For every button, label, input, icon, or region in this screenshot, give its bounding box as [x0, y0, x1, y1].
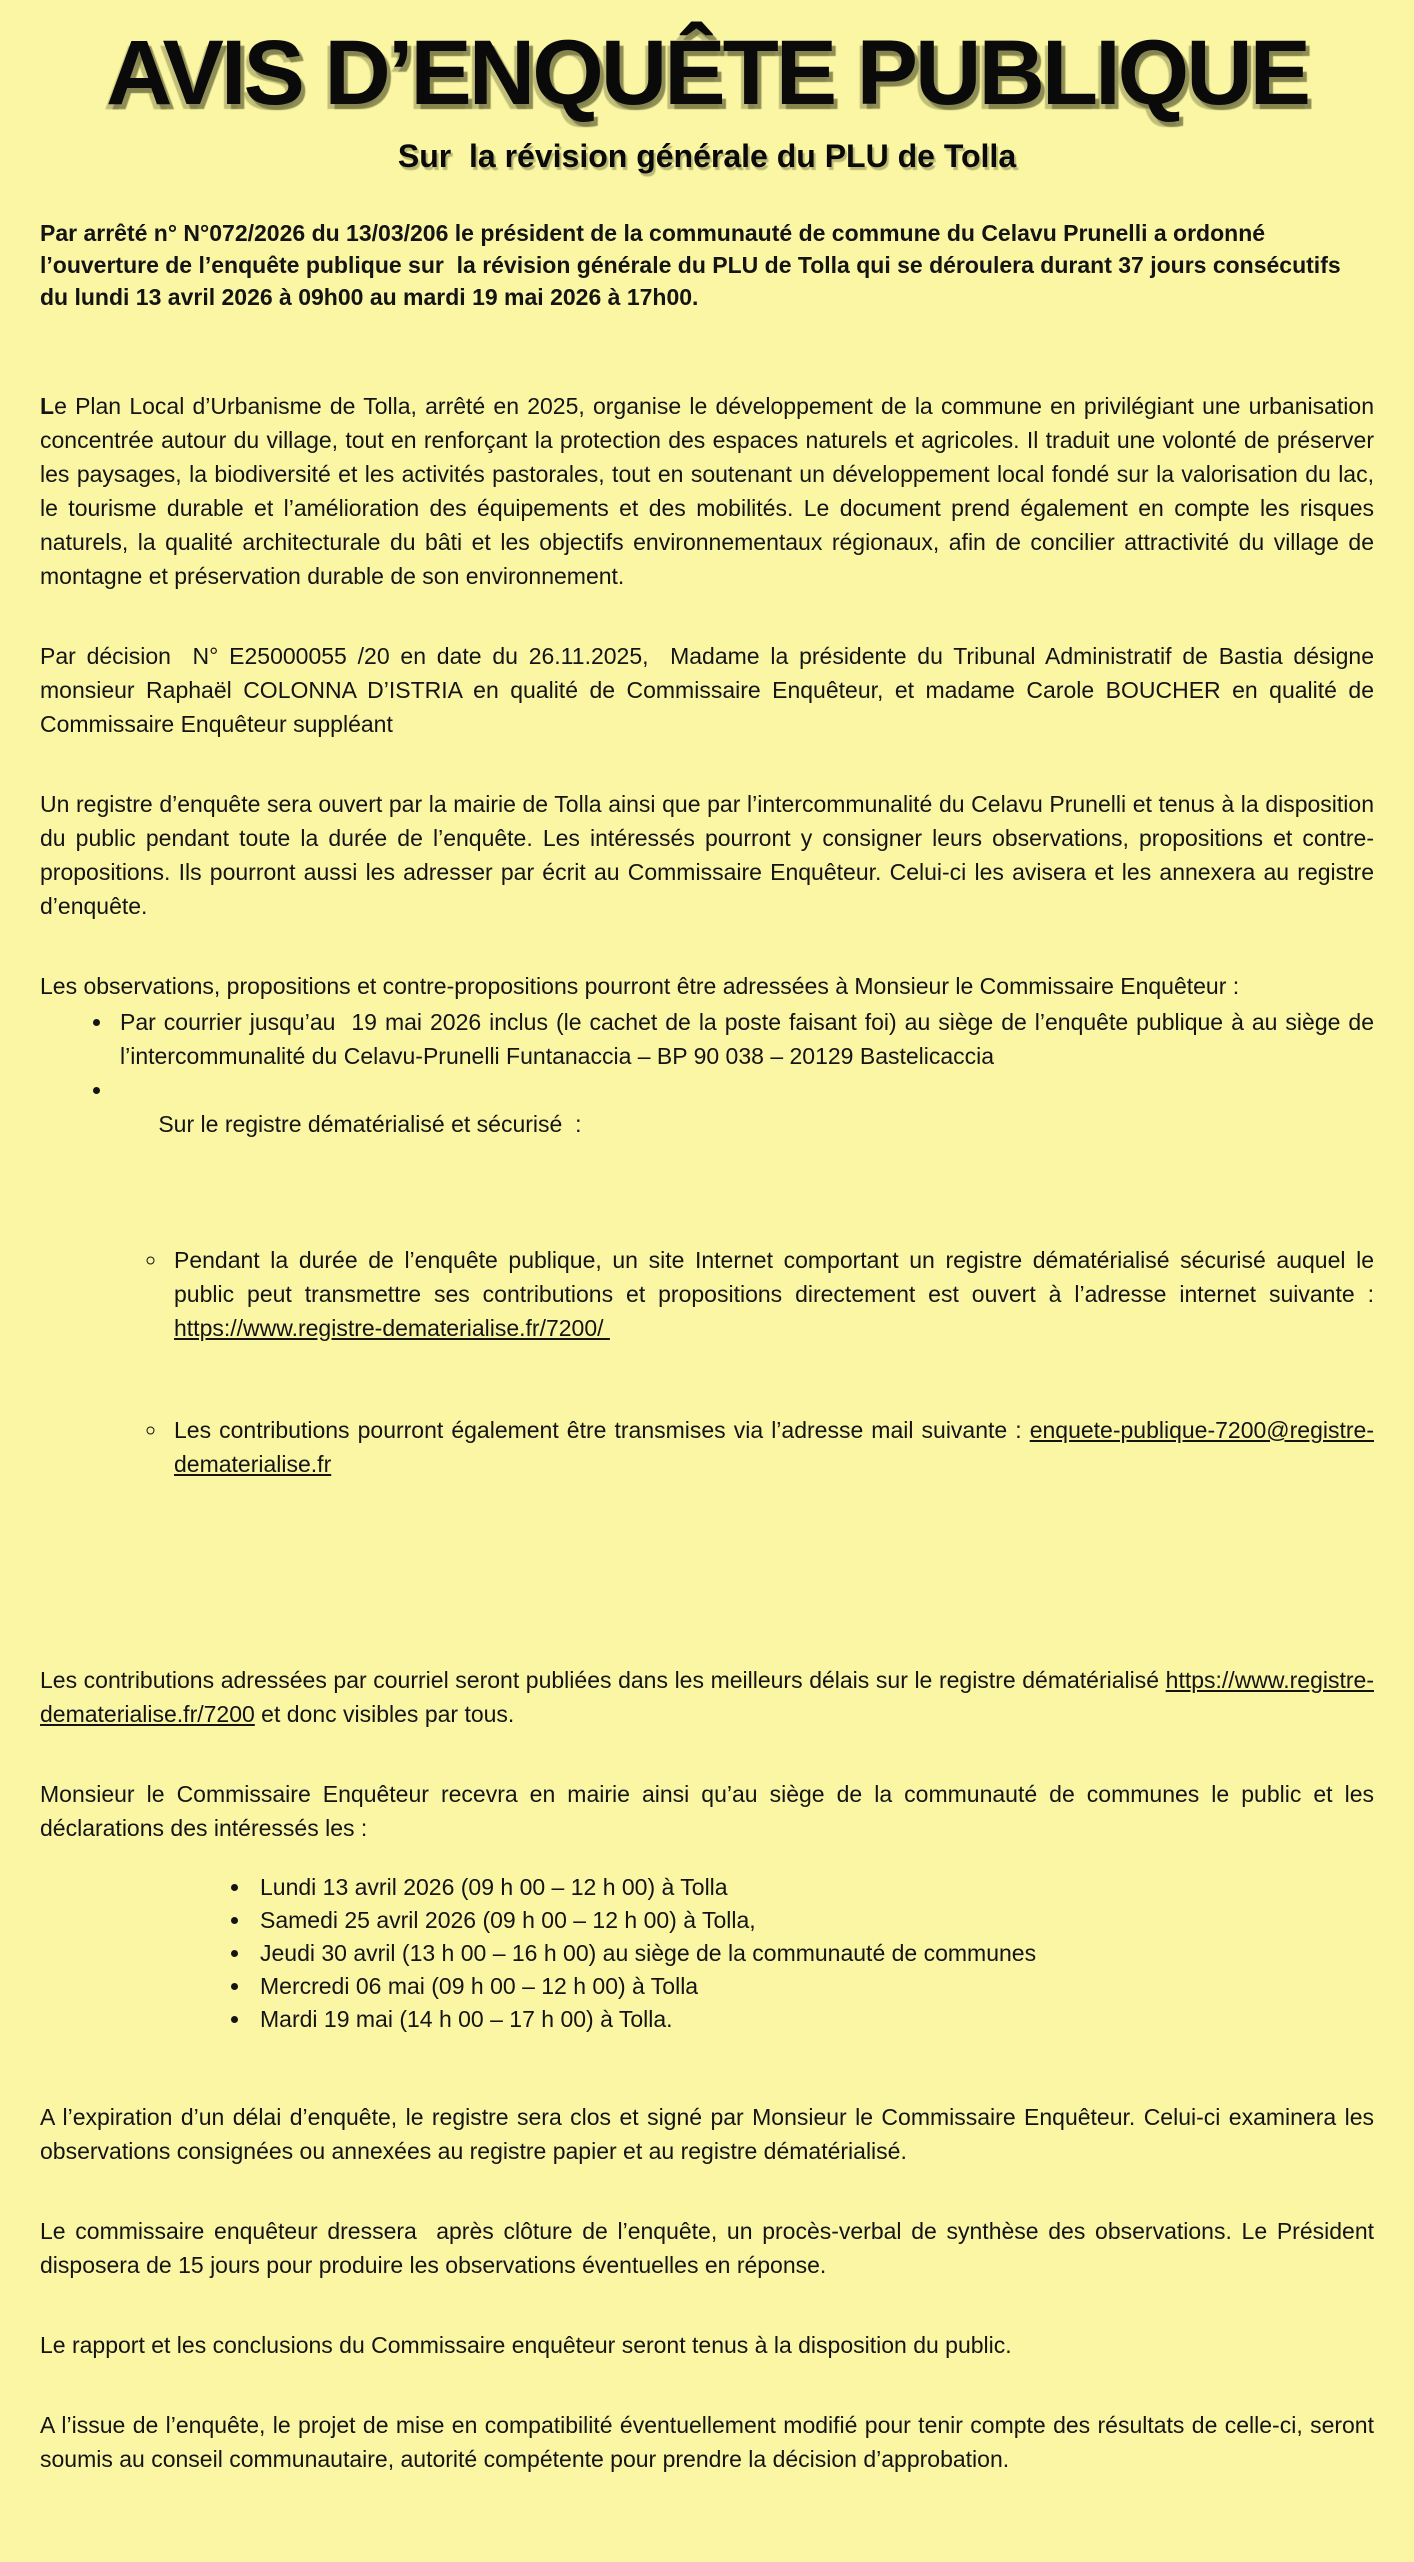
permanence-date-item: • Samedi 25 avril 2026 (09 h 00 – 12 h 00) à Tolla, — [252, 1904, 1374, 1937]
notice-subtitle: Sur la révision générale du PLU de Tolla — [397, 137, 1017, 174]
plu-description-paragraph — [40, 389, 1381, 593]
issue-paragraph: A l’issue de l’enquête, le projet de mise en compatibilité éventuellement modifié pour tenir compte des résultats de celle-ci, seront soumis au conseil communautaire, autorité compétente pour prendre la décision d’approbation. — [40, 2411, 1381, 2472]
list-item-courrier: • Par courrier jusqu’au 19 mai 2026 inclus (le cachet de la poste faisant foi) au siège de l’enquête publique à au siège de l’intercommunalité du Celavu-Prunelli Funtanaccia – BP 90 038 – 20129 Bastelicaccia — [114, 1005, 1374, 1073]
observations-intro: Les observations, propositions et contre-propositions pourront être adressées à Monsieur le Commissaire Enquêteur : — [40, 972, 1240, 999]
decision-paragraph: Par décision N° E25000055 /20 en date du 26.11.2025, Madame la présidente du Tribunal Administratif de Bastia désigne monsieur Raphaël COLONNA D’ISTRIA en qualité de Commissaire Enquêteur, et madame Carole BOUCHER en qualité de Commissaire Enquêteur suppléant — [40, 642, 1381, 737]
register-sublist — [120, 1175, 1381, 1549]
permanence-date-item: • Mardi 19 mai (14 h 00 – 17 h 00) à Tolla. — [252, 2003, 1374, 2036]
permanence-date-item: • Mercredi 06 mai (09 h 00 – 12 h 00) à Tolla — [252, 1970, 1374, 2003]
expiration-paragraph: A l’expiration d’un délai d’enquête, le registre sera clos et signé par Monsieur le Commissaire Enquêteur. Celui-ci examinera les observations consignées ou annexées au registre papier et au registre dématérialisé. — [40, 2103, 1381, 2164]
rapport-paragraph: Le rapport et les conclusions du Commissaire enquêteur seront tenus à la disposition du public. — [40, 2331, 1012, 2358]
register-paragraph: Un registre d’enquête sera ouvert par la mairie de Tolla ainsi que par l’intercommunalité du Celavu Prunelli et tenus à la disposition du public pendant toute la durée de l’enquête. Les intéressés pourront y consigner leurs observations, propositions et contre-propositions. Ils pourront aussi les adresser par écrit au Commissaire Enquêteur. Celui-ci les avisera et les annexera au registre d’enquête. — [40, 790, 1381, 919]
sublist-item-email — [168, 1413, 1374, 1481]
intro-paragraph: Par arrêté n° N°072/2026 du 13/03/206 le président de la communauté de commune du Celavu Prunelli a ordonné l’ouverture de l’enquête publique sur la révision générale du PLU de Tolla qui se déroulera durant 37 jours consécutifs du lundi 13 avril 2026 à 09h00 au mardi 19 mai 2026 à 17h00. — [40, 219, 1348, 310]
sublist-item-site — [168, 1243, 1381, 1345]
paragraph-text: e Plan Local d’Urbanisme de Tolla, arrêté en 2025, organise le développement de la commune en privilégiant une urbanisation concentrée autour du village, tout en renforçant la protection des espaces naturels et agricoles. Il traduit une volonté de préserver les paysages, la biodiversité et les activités pastorales, tout en soutenant un développement local fondé sur la valorisation du lac, le tourisme durable et l’amélioration des équipements et des mobilités. Le document prend également en compte les risques naturels, la qualité architecturale du bâti et les objectifs environnementaux régionaux, afin de concilier attractivité du village de montagne et préservation durable de son environnement. — [40, 392, 1381, 589]
courriel-publication-paragraph — [40, 1663, 1374, 1731]
courriel-text-after: et donc visibles par tous. — [254, 1700, 515, 1727]
inquiry-email-link[interactable]: enquete-publique-7200@registre-dematerialise.fr — [174, 1416, 1374, 1477]
paragraph-lead-letter: L — [40, 392, 55, 419]
permanence-date-item: • Jeudi 30 avril (13 h 00 – 16 h 00) au siège de la communauté de communes — [252, 1937, 1374, 1970]
list-item-registre — [114, 1073, 1381, 1617]
permanences-intro: Monsieur le Commissaire Enquêteur recevra en mairie ainsi qu’au siège de la communauté de communes le public et les déclarations des intéressés les : — [40, 1780, 1381, 1841]
sublist-item-site-text: Pendant la durée de l’enquête publique, un site Internet comportant un registre dématérialisé sécurisé auquel le public peut transmettre ses contributions et propositions directement est ouvert à l’adresse internet suivante : — [174, 1246, 1381, 1307]
permanence-date-item: • Lundi 13 avril 2026 (09 h 00 – 12 h 00) à Tolla — [252, 1871, 1374, 1904]
proces-verbal-paragraph: Le commissaire enquêteur dressera après clôture de l’enquête, un procès-verbal de synthèse des observations. Le Président disposera de 15 jours pour produire les observations éventuelles en réponse. — [40, 2217, 1381, 2278]
observations-list — [40, 1005, 1381, 1617]
list-item-registre-label: Sur le registre dématérialisé et sécurisé : — [158, 1110, 582, 1137]
permanence-dates-list — [40, 1871, 1374, 2036]
notice-title: AVIS D’ENQUÊTE PUBLIQUE — [105, 22, 1309, 124]
register-site-link[interactable]: https://www.registre-dematerialise.fr/7200/ — [174, 1314, 610, 1341]
courriel-text-before: Les contributions adressées par courriel seront publiées dans les meilleurs délais sur le registre dématérialisé — [40, 1666, 1166, 1693]
register-url-link[interactable]: https://www.registre-dematerialise.fr/7200 — [40, 1666, 1374, 1727]
sublist-item-email-text: Les contributions pourront également être transmises via l’adresse mail suivante : — [174, 1416, 1030, 1443]
